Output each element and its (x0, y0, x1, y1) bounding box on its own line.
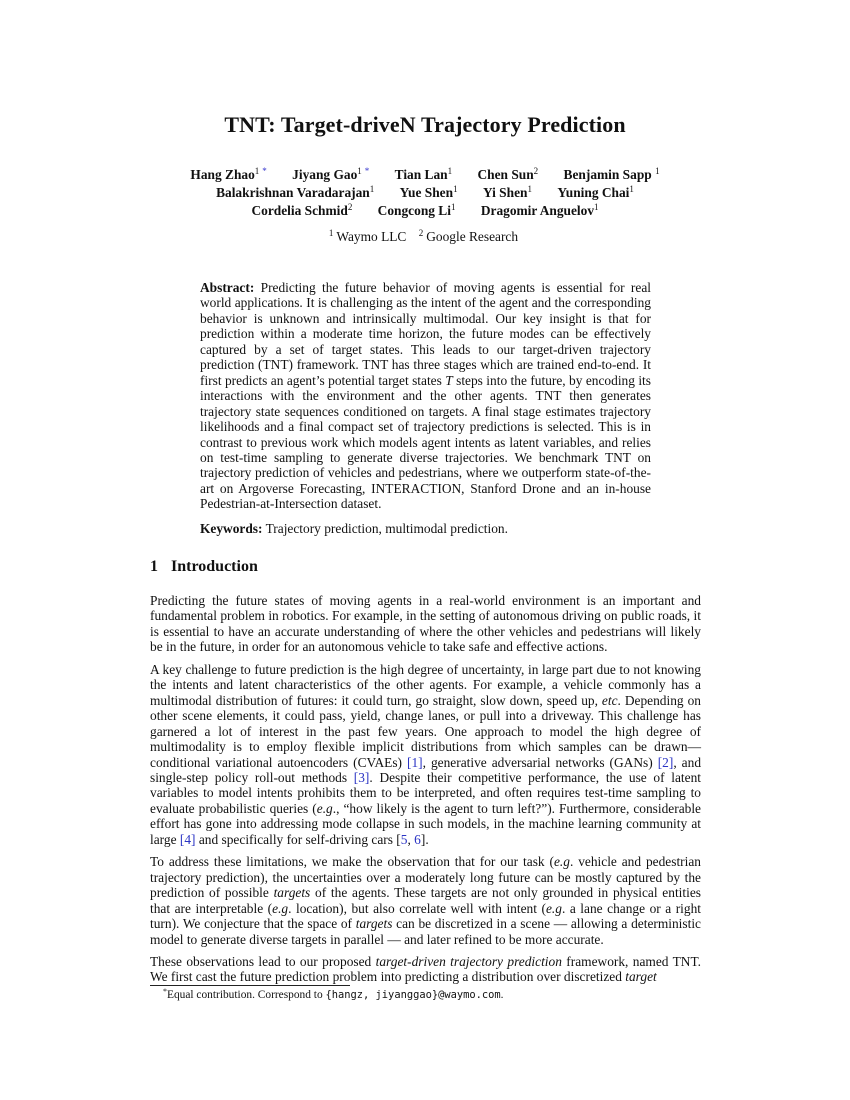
text-run: These observations lead to our proposed (150, 953, 376, 969)
author-name: Benjamin Sapp (563, 167, 652, 182)
author-name: Dragomir Anguelov (480, 203, 595, 218)
body-text (150, 593, 701, 992)
abstract-label: Abstract: (200, 280, 255, 295)
text-run: . Depending on other scene elements, it could pass, yield, change lanes, or pull into a driveway. This challenge has garnered a lot of interest in the past few years. One approach to model the high degree of multimodality is to employ flexible implicit distributions from which samples can be drawn—conditional variational autoencoders (CVAEs) (150, 692, 701, 770)
author-name: Yuning Chai (557, 185, 630, 200)
author-affiliation: 1 (527, 184, 532, 194)
paper-title: TNT: Target-driveN Trajectory Prediction (224, 112, 626, 137)
author-name: Chen Sun (477, 167, 534, 182)
text-run: . vehicle and pedestrian trajectory prediction), the uncertainties over a moderately long future can be mostly captured by the prediction of possible (150, 854, 701, 901)
keywords-text: Trajectory prediction, multimodal prediction. (265, 521, 508, 536)
contact-email[interactable]: {hangz, jiyanggao}@waymo.com (325, 989, 501, 1001)
author (216, 184, 374, 202)
affiliation-number: 2 (418, 228, 424, 238)
author-affiliation: 1 (453, 184, 458, 194)
footnote-text: Equal contribution. Correspond to (167, 989, 326, 1001)
affiliation-name: Google Research (426, 229, 519, 244)
author-name: Jiyang Gao (292, 167, 358, 182)
equal-contribution-mark[interactable]: * (364, 166, 370, 176)
author (190, 166, 266, 184)
text-run: , and single-step policy roll-out methods (150, 754, 702, 785)
citation-link[interactable]: [2] (657, 754, 674, 770)
author-line-1 (0, 166, 850, 184)
author (564, 166, 660, 184)
text-run: . Despite their competitive performance, the use of latent variables to model intents prohibits them to be interpreted, and often requires test-time sampling to evaluate probabilistic queries ( (150, 769, 701, 816)
citation-link[interactable]: 5 (400, 831, 408, 847)
abstract-text: steps into the future, by encoding its interactions with the environment and the other agents. TNT then generates trajectory state sequences conditioned on targets. A final stage estimates trajectory likelihoods and a final compact set of trajectory predictions is selected. This is in contrast to previous work which models agent intents as latent variables, and relies on test-time sampling to generate diverse trajectories. We benchmark TNT on trajectory prediction of vehicles and pedestrians, where we outperform state-of-the-art on Argoverse Forecasting, INTERACTION, Stanford Drone and an in-house Pedestrian-at-Intersection dataset. (200, 372, 651, 512)
author-name: Balakrishnan Varadarajan (216, 185, 370, 200)
paragraph (150, 954, 701, 985)
footnote-mark: * (163, 987, 167, 996)
text-run: and specifically for self-driving cars [ (195, 831, 401, 847)
author (557, 184, 634, 202)
affiliations (0, 229, 850, 245)
author-name: Yi Shen (482, 185, 528, 200)
author-affiliation: 1 (655, 166, 660, 176)
footnote-end: . (500, 989, 504, 1001)
text-run: e.g (316, 800, 333, 816)
citation-link[interactable]: [3] (353, 769, 370, 785)
author-affiliation: 1 (369, 184, 375, 194)
citation-link[interactable]: [1] (407, 754, 423, 770)
author-affiliation: 1 (594, 202, 599, 212)
text-run: target (625, 969, 657, 985)
text-run: targets (355, 916, 393, 932)
text-run: targets (273, 885, 311, 901)
author (483, 184, 532, 202)
author (292, 166, 369, 184)
text-run: e.g (272, 900, 289, 916)
text-run: . a lane change or a right turn). We conjecture that the space of (150, 900, 702, 932)
equal-contribution-mark[interactable]: * (262, 166, 267, 176)
affiliation-number: 1 (328, 228, 334, 238)
text-run: To address these limitations, we make the observation that for our task ( (150, 854, 554, 870)
author-line-3 (0, 202, 850, 220)
author (400, 184, 458, 202)
footnote-divider (150, 985, 350, 986)
text-run: can be discretized in a scene — allowing a deterministic model to generate diverse targets in parallel — and later refined to be more accurate. (150, 916, 701, 947)
text-run: target-driven trajectory prediction (375, 953, 562, 969)
section-heading (150, 558, 258, 576)
author-affiliation: 1 (254, 166, 260, 176)
paragraph: Predicting the future states of moving agents in a real-world environment is an important and fundamental problem in robotics. For example, in the setting of autonomous driving on public roads, it is essential to have an accurate understanding of where the other vehicles and pedestrians will likely be in the future, in order for an autonomous vehicle to take safe and effective actions. (150, 593, 701, 655)
text-run: e.g (553, 854, 570, 870)
text-run: A key challenge to future prediction is the high degree of uncertainty, in large part due to not knowing the intents and latent characteristics of the other agents. For example, a vehicle commonly has a multimodal distribution of futures: it could turn, go straight, slow down, speed up, (150, 661, 701, 708)
author-line-2 (0, 184, 850, 202)
text-run: , (407, 831, 415, 847)
author-affiliation: 2 (347, 202, 353, 212)
author (481, 202, 599, 220)
author (395, 166, 452, 184)
text-run: of the agents. These targets are not only grounded in physical entities that are interpretable ( (150, 885, 701, 916)
author (378, 202, 456, 220)
text-run: . location), but also correlate well with intent ( (288, 900, 546, 916)
citation-link[interactable]: [4] (179, 831, 196, 847)
affiliation (329, 229, 409, 244)
keywords (200, 521, 651, 537)
author (251, 202, 352, 220)
author-affiliation: 1 (357, 166, 362, 176)
text-run: e.g (545, 900, 562, 916)
author-affiliation: 1 (447, 166, 453, 176)
affiliation-name: Waymo LLC (336, 229, 407, 244)
paragraph (150, 662, 701, 847)
author-affiliation: 1 (450, 202, 456, 212)
abstract (200, 280, 651, 512)
author (477, 166, 538, 184)
text-run: ., “how likely is the agent to turn left?”). Furthermore, considerable effort has gone into addressing mode collapse in such models, in the machine learning community at large (150, 800, 701, 847)
paragraph (150, 854, 701, 947)
math-symbol: T (445, 372, 453, 388)
citation-link[interactable]: 6 (414, 831, 421, 847)
text-run: , generative adversarial networks (GANs) (422, 754, 658, 770)
affiliation (419, 229, 521, 244)
author-list (0, 166, 850, 220)
text-run: framework, named TNT. We first cast the future prediction problem into predicting a distribution over discretized (150, 953, 702, 985)
section-number: 1 (150, 558, 158, 575)
author-name: Tian Lan (394, 167, 448, 182)
section-title: Introduction (171, 558, 258, 575)
keywords-label: Keywords: (200, 521, 263, 536)
author-name: Cordelia Schmid (251, 203, 348, 218)
text-run: etc (601, 692, 618, 708)
author-affiliation: 2 (533, 166, 539, 176)
author-affiliation: 1 (629, 184, 634, 194)
author-name: Yue Shen (399, 185, 454, 200)
footnote (163, 989, 504, 1001)
text-run: ]. (420, 831, 429, 847)
author-name: Congcong Li (377, 203, 451, 218)
abstract-text: Predicting the future behavior of moving agents is essential for real world applications. It is challenging as the intent of the agent and the corresponding behavior is unknown and intrinsically multimodal. Our key insight is that for prediction within a moderate time horizon, the future modes can be effectively captured by a set of target states. This leads to our target-driven trajectory prediction (TNT) framework. TNT has three stages which are trained end-to-end. It first predicts an agent’s potential target states (200, 280, 651, 388)
author-name: Hang Zhao (190, 167, 255, 182)
